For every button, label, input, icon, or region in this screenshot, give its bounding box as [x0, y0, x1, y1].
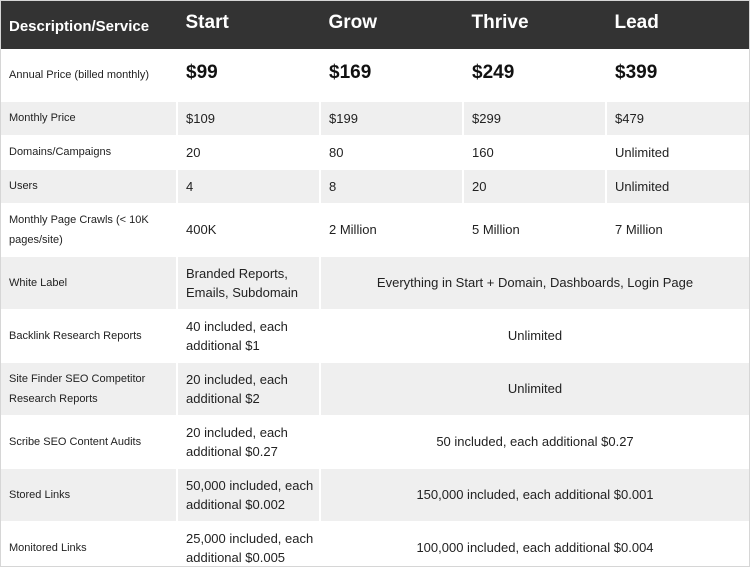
- header-plan-grow: Grow: [320, 1, 463, 49]
- header-row: [1, 1, 749, 49]
- table-header: [1, 1, 749, 49]
- row-label: Monthly Price: [1, 101, 177, 135]
- row-monthly-price: [1, 101, 749, 135]
- row-stored-links: [1, 468, 749, 521]
- table-cell: $479: [606, 101, 749, 135]
- row-annual-price: [1, 49, 749, 101]
- table-cell: 7 Million: [606, 203, 749, 256]
- table-cell: $199: [320, 101, 463, 135]
- table-cell: 4: [177, 169, 320, 203]
- table-cell: Unlimited: [606, 135, 749, 169]
- header-description: Description/Service: [1, 1, 177, 49]
- table-body: [1, 49, 749, 567]
- table-cell: $109: [177, 101, 320, 135]
- table-cell: 25,000 included, each additional $0.005: [177, 521, 320, 567]
- row-backlink-reports: [1, 309, 749, 362]
- merged-cell: 50 included, each additional $0.27: [320, 415, 749, 468]
- table-cell: 20: [463, 169, 606, 203]
- table-cell: 160: [463, 135, 606, 169]
- table-cell: $299: [463, 101, 606, 135]
- row-scribe-audits: [1, 415, 749, 468]
- merged-cell: 100,000 included, each additional $0.004: [320, 521, 749, 567]
- header-plan-start: Start: [177, 1, 320, 49]
- header-plan-lead: Lead: [606, 1, 749, 49]
- row-label: White Label: [1, 256, 177, 309]
- price-thrive-annual: $249: [463, 49, 606, 101]
- table-cell: 40 included, each additional $1: [177, 309, 320, 362]
- row-label: Site Finder SEO Competitor Research Reports: [1, 362, 177, 415]
- row-label: Backlink Research Reports: [1, 309, 177, 362]
- row-label: Annual Price (billed monthly): [1, 49, 177, 101]
- price-grow-annual: $169: [320, 49, 463, 101]
- merged-cell: Unlimited: [320, 309, 749, 362]
- table-cell: 400K: [177, 203, 320, 256]
- table-cell: 50,000 included, each additional $0.002: [177, 468, 320, 521]
- table-cell: 20 included, each additional $2: [177, 362, 320, 415]
- table-cell: 2 Million: [320, 203, 463, 256]
- row-label: Monthly Page Crawls (< 10K pages/site): [1, 203, 177, 256]
- table-cell: 20: [177, 135, 320, 169]
- table-cell: 80: [320, 135, 463, 169]
- row-users: [1, 169, 749, 203]
- pricing-table: [1, 1, 750, 567]
- row-monitored-links: [1, 521, 749, 567]
- merged-cell: 150,000 included, each additional $0.001: [320, 468, 749, 521]
- row-site-finder: [1, 362, 749, 415]
- row-label: Users: [1, 169, 177, 203]
- table-cell: 8: [320, 169, 463, 203]
- price-start-annual: $99: [177, 49, 320, 101]
- row-domains: [1, 135, 749, 169]
- header-plan-thrive: Thrive: [463, 1, 606, 49]
- table-cell: 5 Million: [463, 203, 606, 256]
- row-page-crawls: [1, 203, 749, 256]
- merged-cell: Everything in Start + Domain, Dashboards, Login Page: [320, 256, 749, 309]
- table-cell: Branded Reports, Emails, Subdomain: [177, 256, 320, 309]
- row-white-label: [1, 256, 749, 309]
- row-label: Stored Links: [1, 468, 177, 521]
- price-lead-annual: $399: [606, 49, 749, 101]
- row-label: Monitored Links: [1, 521, 177, 567]
- merged-cell: Unlimited: [320, 362, 749, 415]
- table-cell: Unlimited: [606, 169, 749, 203]
- row-label: Scribe SEO Content Audits: [1, 415, 177, 468]
- table-cell: 20 included, each additional $0.27: [177, 415, 320, 468]
- row-label: Domains/Campaigns: [1, 135, 177, 169]
